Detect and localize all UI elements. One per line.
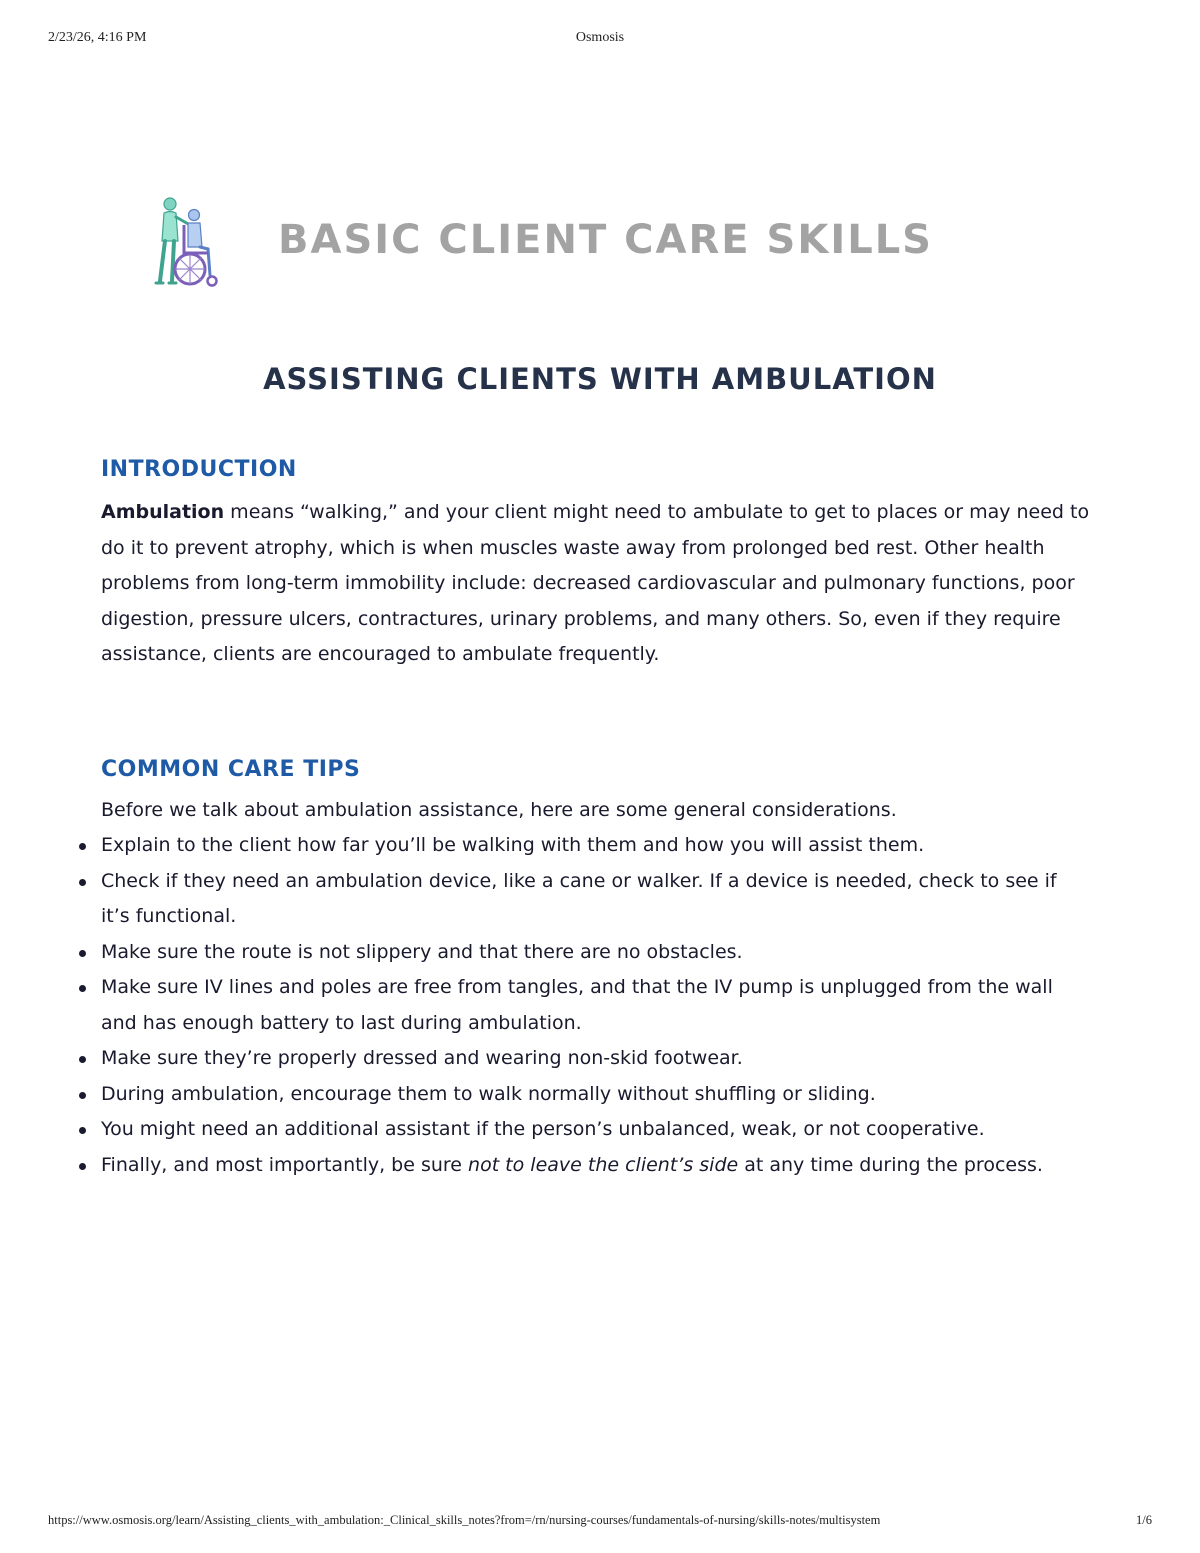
print-date: 2/23/26, 4:16 PM	[48, 30, 147, 45]
list-item: You might need an additional assistant if the person’s unbalanced, weak, or not cooperative.	[101, 1112, 1091, 1148]
common-care-tips-heading: COMMON CARE TIPS	[101, 757, 361, 782]
tips-lead: Before we talk about ambulation assistance, here are some general considerations.	[101, 799, 897, 821]
final-item-emphasis: not to leave the client’s side	[468, 1153, 739, 1176]
list-item: Make sure IV lines and poles are free from tangles, and that the IV pump is unplugged from the wall and has enough battery to last during ambulation.	[101, 970, 1091, 1041]
term-ambulation: Ambulation	[101, 501, 225, 523]
list-item: Make sure they’re properly dressed and wearing non-skid footwear.	[101, 1041, 1091, 1077]
page-url: https://www.osmosis.org/learn/Assisting_clients_with_ambulation:_Clinical_skills_notes?from=/rn/nursing-courses/fundamentals-of-nursing/skills-notes/multisystem	[48, 1513, 881, 1527]
list-item: Make sure the route is not slippery and that there are no obstacles.	[101, 935, 1091, 971]
final-item-after: at any time during the process.	[738, 1153, 1043, 1176]
print-title: Osmosis	[575, 30, 625, 45]
print-header	[48, 30, 1152, 50]
page-title: ASSISTING CLIENTS WITH AMBULATION	[263, 362, 937, 396]
introduction-body: means “walking,” and your client might need to ambulate to get to places or may need to do it to prevent atrophy, which is when muscles waste away from prolonged bed rest. Other health problems from long-term immobility include: decreased cardiovascular and pulmonary functions, poor digestion, pressure ulcers, contractures, urinary problems, and many others. So, even if they require assistance, clients are encouraged to ambulate frequently.	[101, 501, 1090, 665]
print-footer	[48, 1513, 1152, 1533]
introduction-heading: INTRODUCTION	[101, 457, 297, 482]
list-item: Check if they need an ambulation device, like a cane or walker. If a device is needed, check to see if it’s functional.	[101, 864, 1091, 935]
page-number: 1/6	[1136, 1513, 1152, 1527]
final-item-before: Finally, and most importantly, be sure	[101, 1153, 469, 1176]
banner-title: BASIC CLIENT CARE SKILLS	[278, 217, 933, 263]
list-item: During ambulation, encourage them to walk normally without shuffling or sliding.	[101, 1077, 1091, 1113]
tips-list	[101, 828, 1091, 1183]
caregiver-wheelchair-icon	[148, 195, 220, 291]
list-item: Explain to the client how far you’ll be walking with them and how you will assist them.	[101, 828, 1091, 864]
introduction-paragraph	[101, 495, 1101, 673]
list-item-final	[101, 1148, 1091, 1184]
section-banner	[148, 195, 1048, 295]
